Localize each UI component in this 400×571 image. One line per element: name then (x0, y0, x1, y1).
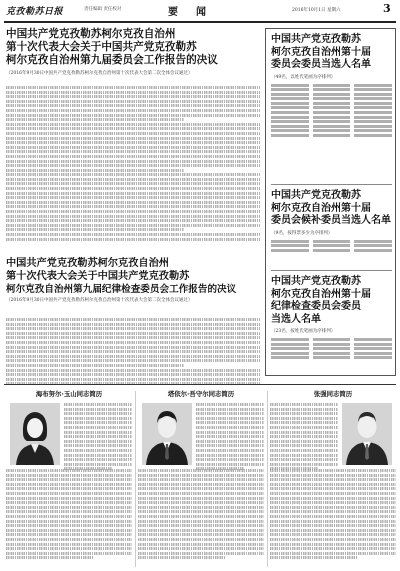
article-party-committee-resolution (6, 28, 260, 76)
article-body (6, 318, 260, 387)
biography-2 (138, 389, 264, 569)
biography-title: 海布努尔·玉山同志简历 (35, 390, 103, 398)
headline-line: 柯尔克孜自治州第九届纪律检查委员会工作报告的决议 (6, 283, 237, 295)
portrait-photo (142, 403, 192, 465)
list-note: （9名，按得票多少为序排列） (271, 230, 333, 236)
page-number: 3 (383, 2, 391, 15)
biography-1 (6, 389, 132, 569)
issue-date: 2016年10月1日 星期六 (292, 8, 341, 13)
editor-credits: 责任编辑 责任校对 (84, 7, 122, 12)
portrait-photo (10, 403, 60, 465)
headline-line: 中国共产党克孜勒苏柯尔克孜自治州 (6, 28, 176, 40)
headline-line: 第十次代表大会关于中国共产党克孜勒苏 (6, 41, 197, 54)
article-body (6, 86, 260, 242)
article-headline (6, 28, 260, 68)
name-grid (271, 240, 392, 252)
list-title: 中国共产党克孜勒苏 柯尔克孜自治州第十届 委员会委员当选人名单 (271, 34, 371, 70)
biography-text (6, 469, 132, 561)
headline-line: 中国共产党克孜勒苏柯尔克孜自治州 (6, 258, 169, 269)
headline-line: 第十次代表大会关于中国共产党克孜勒苏 (6, 270, 190, 282)
alternate-members-list (271, 179, 392, 252)
header-rule (4, 21, 396, 23)
biography-text (64, 403, 132, 472)
list-note: （49名，以姓氏笔画为序排列） (271, 74, 336, 80)
paper-name: 克孜勒苏日报 (6, 7, 64, 17)
section-name: 要闻 (168, 7, 224, 18)
biographies-section (4, 384, 396, 571)
biography-text (138, 469, 264, 561)
biography-title: 张强同志简历 (313, 390, 353, 398)
biography-text (270, 403, 338, 472)
committee-members-list (271, 34, 392, 137)
article-subtitle: （2016年9月30日中国共产党克孜勒苏柯尔克孜自治州第十次代表大会第二次全体会议通过） (6, 70, 193, 76)
list-note: （23名，按姓氏笔画为序排列） (271, 329, 336, 334)
portrait-photo (342, 403, 392, 465)
list-title: 中国共产党克孜勒苏 柯尔克孜自治州第十届 委员会候补委员当选人名单 (271, 190, 391, 226)
biography-title: 塔依尔·吾守尔同志简历 (167, 390, 235, 398)
masthead (0, 0, 400, 22)
discipline-commission-members-list (271, 265, 392, 359)
article-discipline-commission-resolution (6, 258, 260, 303)
name-grid (271, 338, 392, 359)
election-results-box (265, 28, 396, 376)
list-title: 中国共产党克孜勒苏 柯尔克孜自治州第十届 纪律检查委员会委员 当选人名单 (271, 276, 371, 325)
biography-3 (270, 389, 396, 569)
biography-text (196, 403, 264, 472)
headline-line: 柯尔克孜自治州第九届委员会工作报告的决议 (6, 54, 218, 67)
article-headline (6, 258, 260, 295)
name-grid (271, 84, 392, 138)
article-subtitle: （2016年9月30日中国共产党克孜勒苏柯尔克孜自治州第十次代表大会第二次全体会议通过） (6, 298, 193, 304)
biography-text (270, 469, 396, 561)
